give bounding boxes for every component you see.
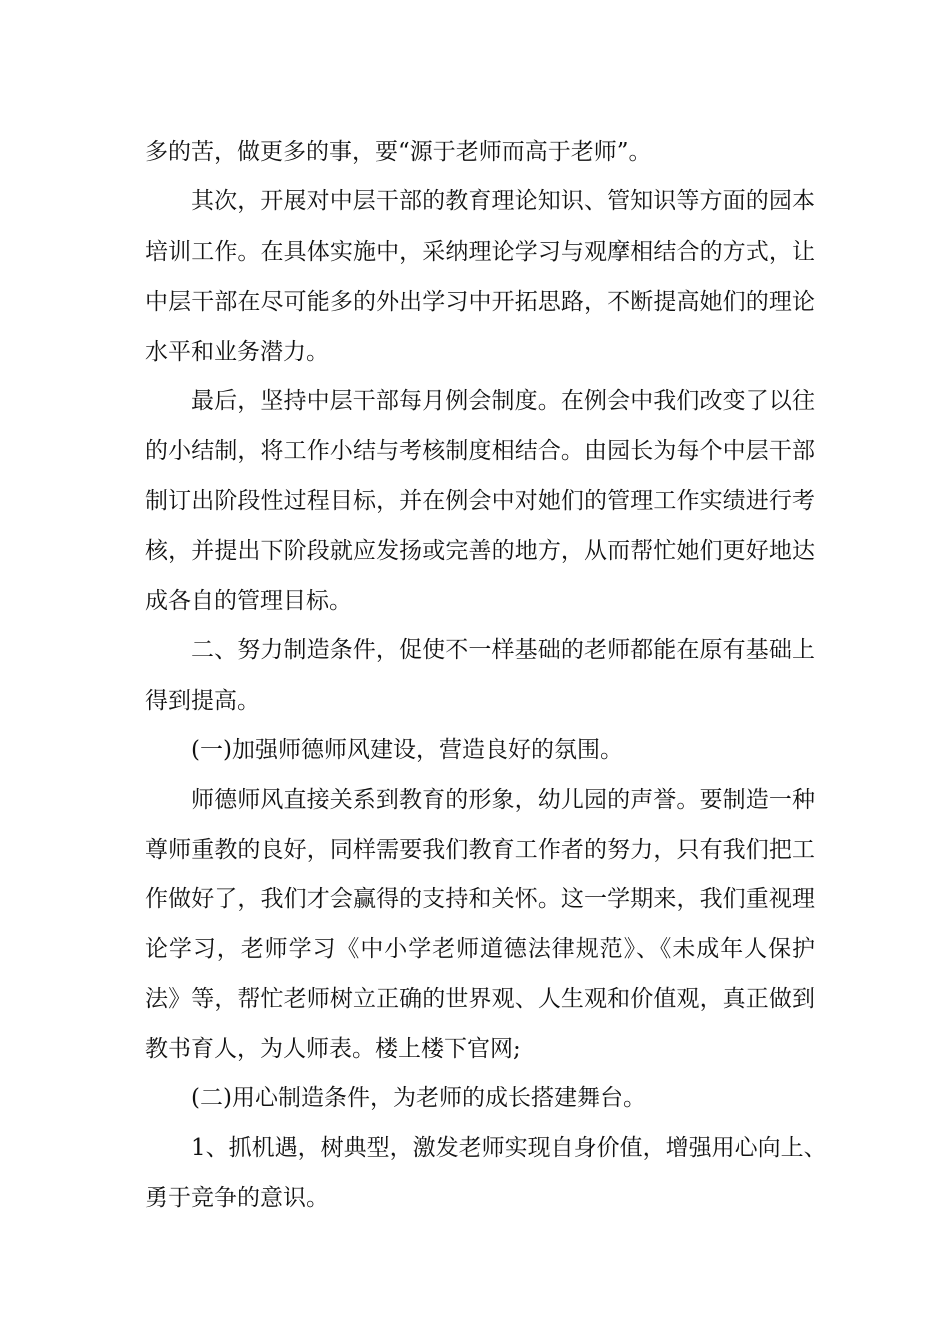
- paragraph-first-line: 其次，开展对中层干部的教育理论知识、管知识等方面的园本: [191, 188, 815, 214]
- paragraph-first-line: 师德师风直接关系到教育的形象，幼儿园的声誉。要制造一种: [191, 787, 815, 813]
- paragraph-first-line: 最后，坚持中层干部每月例会制度。在例会中我们改变了以往: [191, 388, 815, 414]
- subsection-heading: (二)用心制造条件，为老师的成长搭建舞台。: [191, 1085, 646, 1111]
- text-line: 的小结制，将工作小结与考核制度相结合。由园长为每个中层干部: [145, 438, 815, 464]
- text-line: 培训工作。在具体实施中，采纳理论学习与观摩相结合的方式，让: [145, 239, 815, 265]
- text-line: 法》等，帮忙老师树立正确的世界观、人生观和价值观，真正做到: [145, 986, 815, 1012]
- text-line: 中层干部在尽可能多的外出学习中开拓思路，不断提高她们的理论: [145, 289, 815, 315]
- text-line: 尊师重教的良好，同样需要我们教育工作者的努力，只有我们把工: [145, 837, 815, 863]
- text-line: 制订出阶段性过程目标，并在例会中对她们的管理工作实绩进行考: [145, 488, 815, 514]
- text-line: 成各自的管理目标。: [145, 588, 352, 614]
- text-line: 水平和业务潜力。: [145, 339, 329, 365]
- subsection-heading: (一)加强师德师风建设，营造良好的氛围。: [191, 737, 623, 763]
- section-heading-continued: 得到提高。: [145, 688, 260, 714]
- text-line: 教书育人，为人师表。楼上楼下官网;: [145, 1036, 521, 1062]
- list-item-heading-continued: 勇于竞争的意识。: [145, 1185, 329, 1211]
- text-line: 多的苦，做更多的事，要“源于老师而高于老师”。: [145, 139, 652, 165]
- list-item-heading: 1、抓机遇，树典型，激发老师实现自身价值，增强用心向上、: [191, 1135, 827, 1161]
- text-line: 核，并提出下阶段就应发扬或完善的地方，从而帮忙她们更好地达: [145, 538, 815, 564]
- text-line: 论学习，老师学习《中小学老师道德法律规范》、《未成年人保护: [145, 936, 815, 962]
- text-line: 作做好了，我们才会赢得的支持和关怀。这一学期来，我们重视理: [145, 886, 815, 912]
- section-heading: 二、努力制造条件，促使不一样基础的老师都能在原有基础上: [191, 637, 815, 663]
